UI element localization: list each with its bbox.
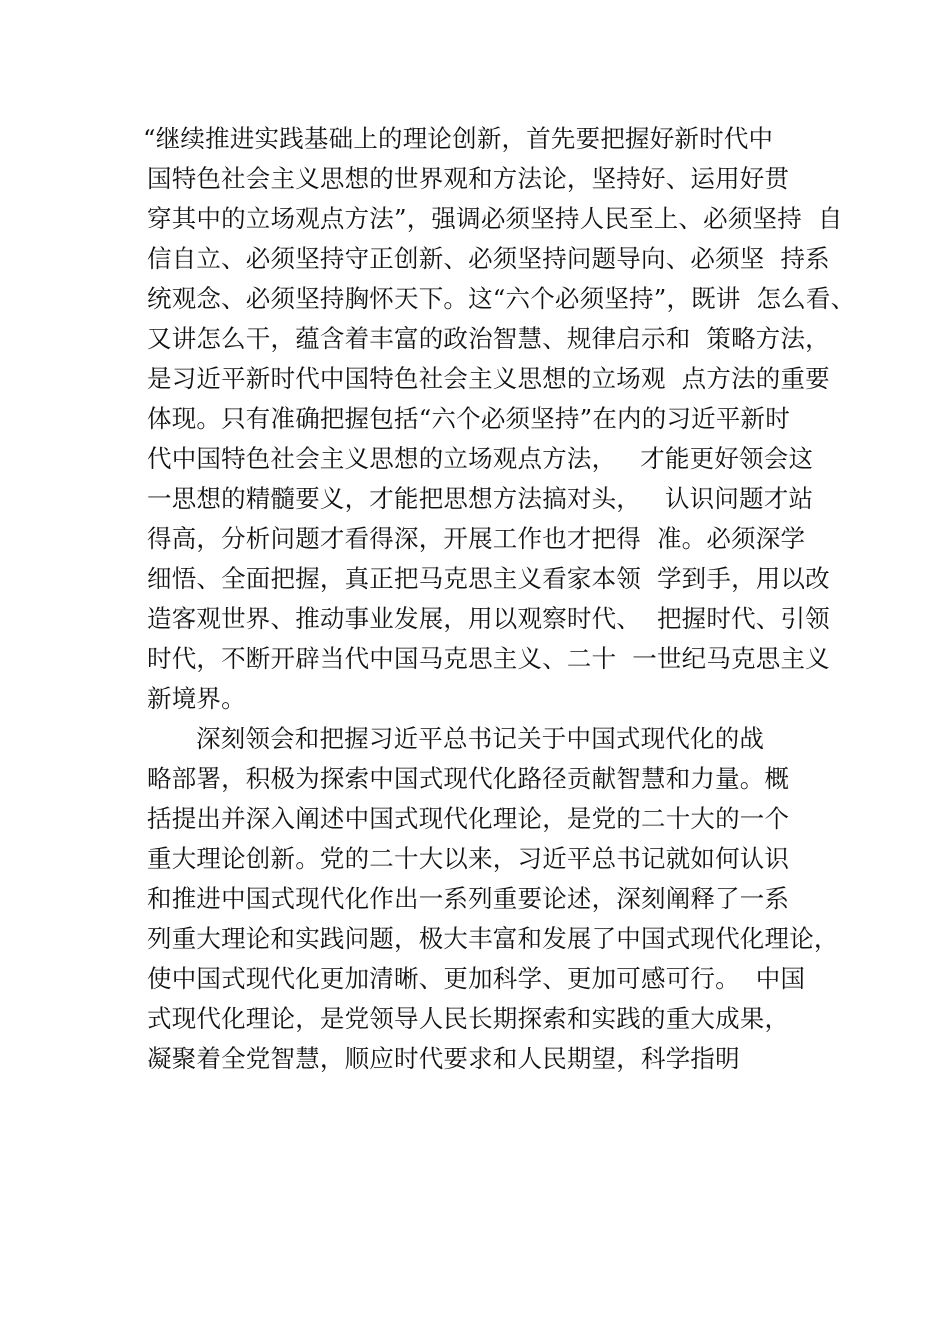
paragraph-1-line-5: 统观念、必须坚持胸怀天下。这“六个必须坚持”，既讲 怎么看、	[147, 284, 856, 313]
paragraph-1-line-7: 是习近平新时代中国特色社会主义思想的立场观 点方法的重要	[147, 364, 830, 393]
paragraph-2-line-8: 式现代化理论，是党领导人民长期探索和实践的重大成果，	[147, 1004, 790, 1033]
paragraph-1-line-2: 国特色社会主义思想的世界观和方法论，坚持好、运用好贯	[147, 164, 790, 193]
paragraph-1-line-13: 造客观世界、推动事业发展，用以观察时代、 把握时代、引领	[147, 604, 830, 633]
paragraph-1-line-12: 细悟、全面把握，真正把马克思主义看家本领 学到手，用以改	[147, 564, 830, 593]
paragraph-2-line-2: 略部署，积极为探索中国式现代化路径贡献智慧和力量。概	[147, 764, 790, 793]
paragraph-1-line-8: 体现。只有准确把握包括“六个必须坚持”在内的习近平新时	[147, 404, 790, 433]
paragraph-1-line-14: 时代，不断开辟当代中国马克思主义、二十 一世纪马克思主义	[147, 644, 830, 673]
paragraph-2-line-3: 括提出并深入阐述中国式现代化理论，是党的二十大的一个	[147, 804, 790, 833]
paragraph-2-line-6: 列重大理论和实践问题，极大丰富和发展了中国式现代化理论，	[147, 924, 839, 953]
paragraph-1-line-1: “继续推进实践基础上的理论创新，首先要把握好新时代中	[143, 124, 774, 153]
paragraph-1-line-4: 信自立、必须坚持守正创新、必须坚持问题导向、必须坚 持系	[147, 244, 830, 273]
paragraph-1-line-6: 又讲怎么干，蕴含着丰富的政治智慧、规律启示和 策略方法，	[147, 324, 830, 353]
paragraph-2-line-4: 重大理论创新。党的二十大以来，习近平总书记就如何认识	[147, 844, 790, 873]
paragraph-1-line-11: 得高，分析问题才看得深，开展工作也才把得 准。必须深学	[147, 524, 806, 553]
paragraph-1-line-10: 一思想的精髓要义，才能把思想方法搞对头， 认识问题才站	[147, 484, 814, 513]
paragraph-2-line-9: 凝聚着全党智慧，顺应时代要求和人民期望，科学指明	[147, 1044, 740, 1073]
paragraph-1-line-15: 新境界。	[147, 684, 246, 713]
paragraph-2-line-5: 和推进中国式现代化作出一系列重要论述，深刻阐释了一系	[147, 884, 790, 913]
paragraph-2-line-1: 深刻领会和把握习近平总书记关于中国式现代化的战	[196, 724, 765, 753]
paragraph-2-line-7: 使中国式现代化更加清晰、更加科学、更加可感可行。 中国	[147, 964, 806, 993]
paragraph-1-line-9: 代中国特色社会主义思想的立场观点方法， 才能更好领会这	[147, 444, 814, 473]
paragraph-1-line-3: 穿其中的立场观点方法”，强调必须坚持人民至上、必须坚持 自	[147, 204, 843, 233]
